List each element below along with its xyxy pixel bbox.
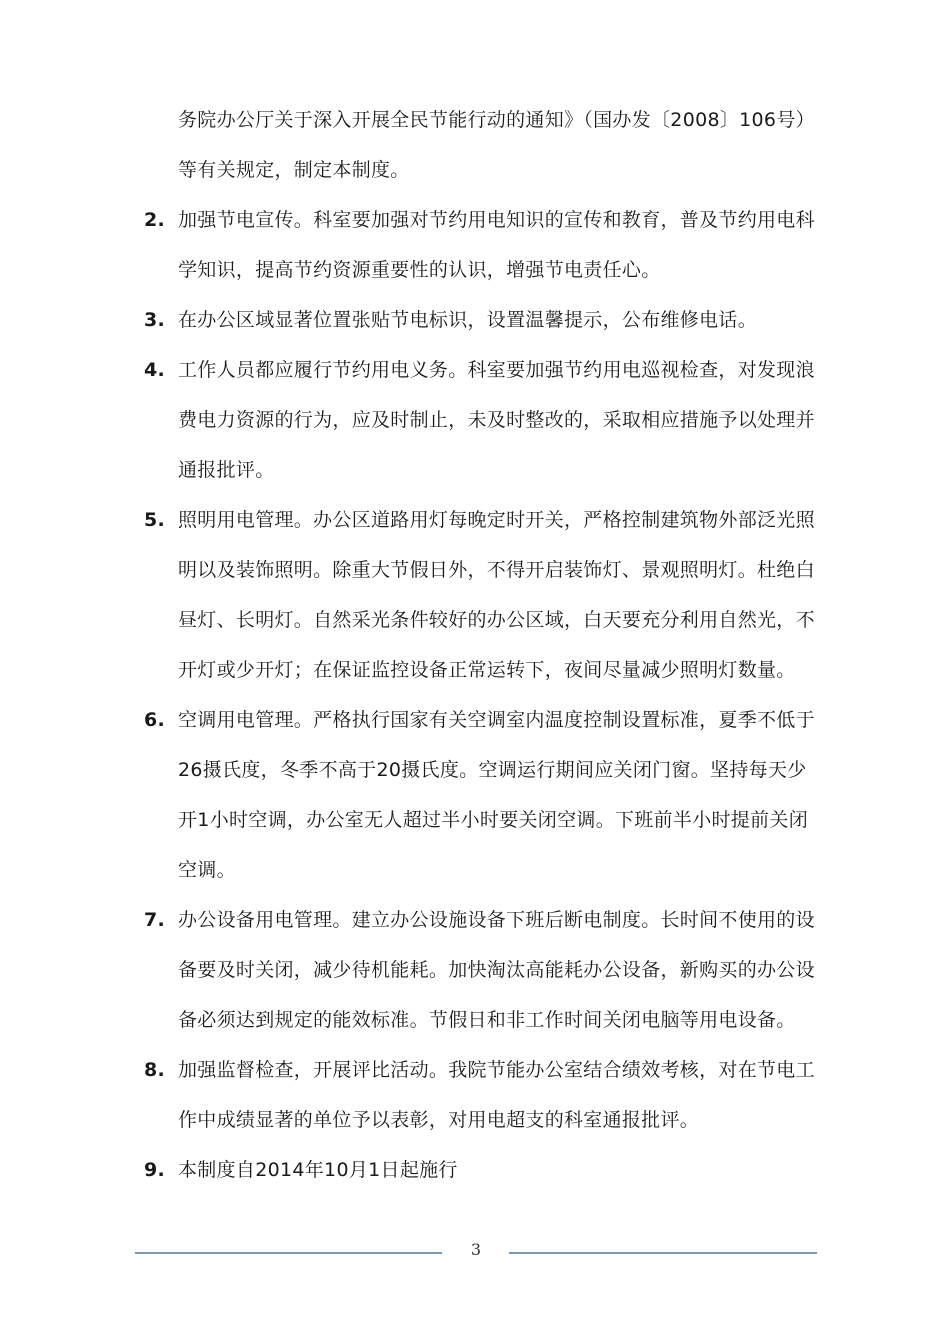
item-text: 加强节电宣传。科室要加强对节约用电知识的宣传和教育，普及节约用电科学知识，提高节约资源重要性的认识，增强节电责任心。 <box>178 209 815 281</box>
regulation-list <box>140 95 820 1195</box>
list-item <box>140 95 820 195</box>
item-text: 本制度自2014年10月1日起施行 <box>178 1159 458 1181</box>
list-item <box>140 695 820 895</box>
list-item <box>140 1145 820 1195</box>
list-item <box>140 895 820 1045</box>
page-footer <box>135 1238 817 1266</box>
item-text: 办公设备用电管理。建立办公设施设备下班后断电制度。长时间不使用的设备要及时关闭，减少待机能耗。加快淘汰高能耗办公设备，新购买的办公设备必须达到规定的能效标准。节假日和非工作时间关闭电脑等用电设备。 <box>178 909 815 1031</box>
item-number: 6. <box>144 709 166 731</box>
item-number: 3. <box>144 309 166 331</box>
footer-rule-left <box>135 1252 442 1254</box>
list-item <box>140 495 820 695</box>
item-text: 在办公区域显著位置张贴节电标识，设置温馨提示，公布维修电话。 <box>178 309 758 331</box>
item-text: 空调用电管理。严格执行国家有关空调室内温度控制设置标准，夏季不低于26摄氏度，冬季不高于20摄氏度。空调运行期间应关闭门窗。坚持每天少开1小时空调，办公室无人超过半小时要关闭空调。下班前半小时提前关闭空调。 <box>178 709 815 881</box>
item-number: 7. <box>144 909 166 931</box>
page-number: 3 <box>470 1240 482 1259</box>
item-number: 5. <box>144 509 166 531</box>
item-number: 9. <box>144 1159 166 1181</box>
item-number: 2. <box>144 209 166 231</box>
list-item <box>140 295 820 345</box>
item-text: 照明用电管理。办公区道路用灯每晚定时开关，严格控制建筑物外部泛光照明以及装饰照明。除重大节假日外，不得开启装饰灯、景观照明灯。杜绝白昼灯、长明灯。自然采光条件较好的办公区域，白天要充分利用自然光，不开灯或少开灯；在保证监控设备正常运转下，夜间尽量减少照明灯数量。 <box>178 509 815 681</box>
item-number: 4. <box>144 359 166 381</box>
item-text: 工作人员都应履行节约用电义务。科室要加强节约用电巡视检查，对发现浪费电力资源的行为，应及时制止，未及时整改的，采取相应措施予以处理并通报批评。 <box>178 359 815 481</box>
list-item <box>140 195 820 295</box>
list-item <box>140 1045 820 1145</box>
item-number: 8. <box>144 1059 166 1081</box>
item-text: 务院办公厅关于深入开展全民节能行动的通知》（国办发〔2008〕106号）等有关规定，制定本制度。 <box>178 109 815 181</box>
list-item <box>140 345 820 495</box>
footer-rule-right <box>509 1252 817 1254</box>
item-text: 加强监督检查，开展评比活动。我院节能办公室结合绩效考核，对在节电工作中成绩显著的单位予以表彰，对用电超支的科室通报批评。 <box>178 1059 815 1131</box>
